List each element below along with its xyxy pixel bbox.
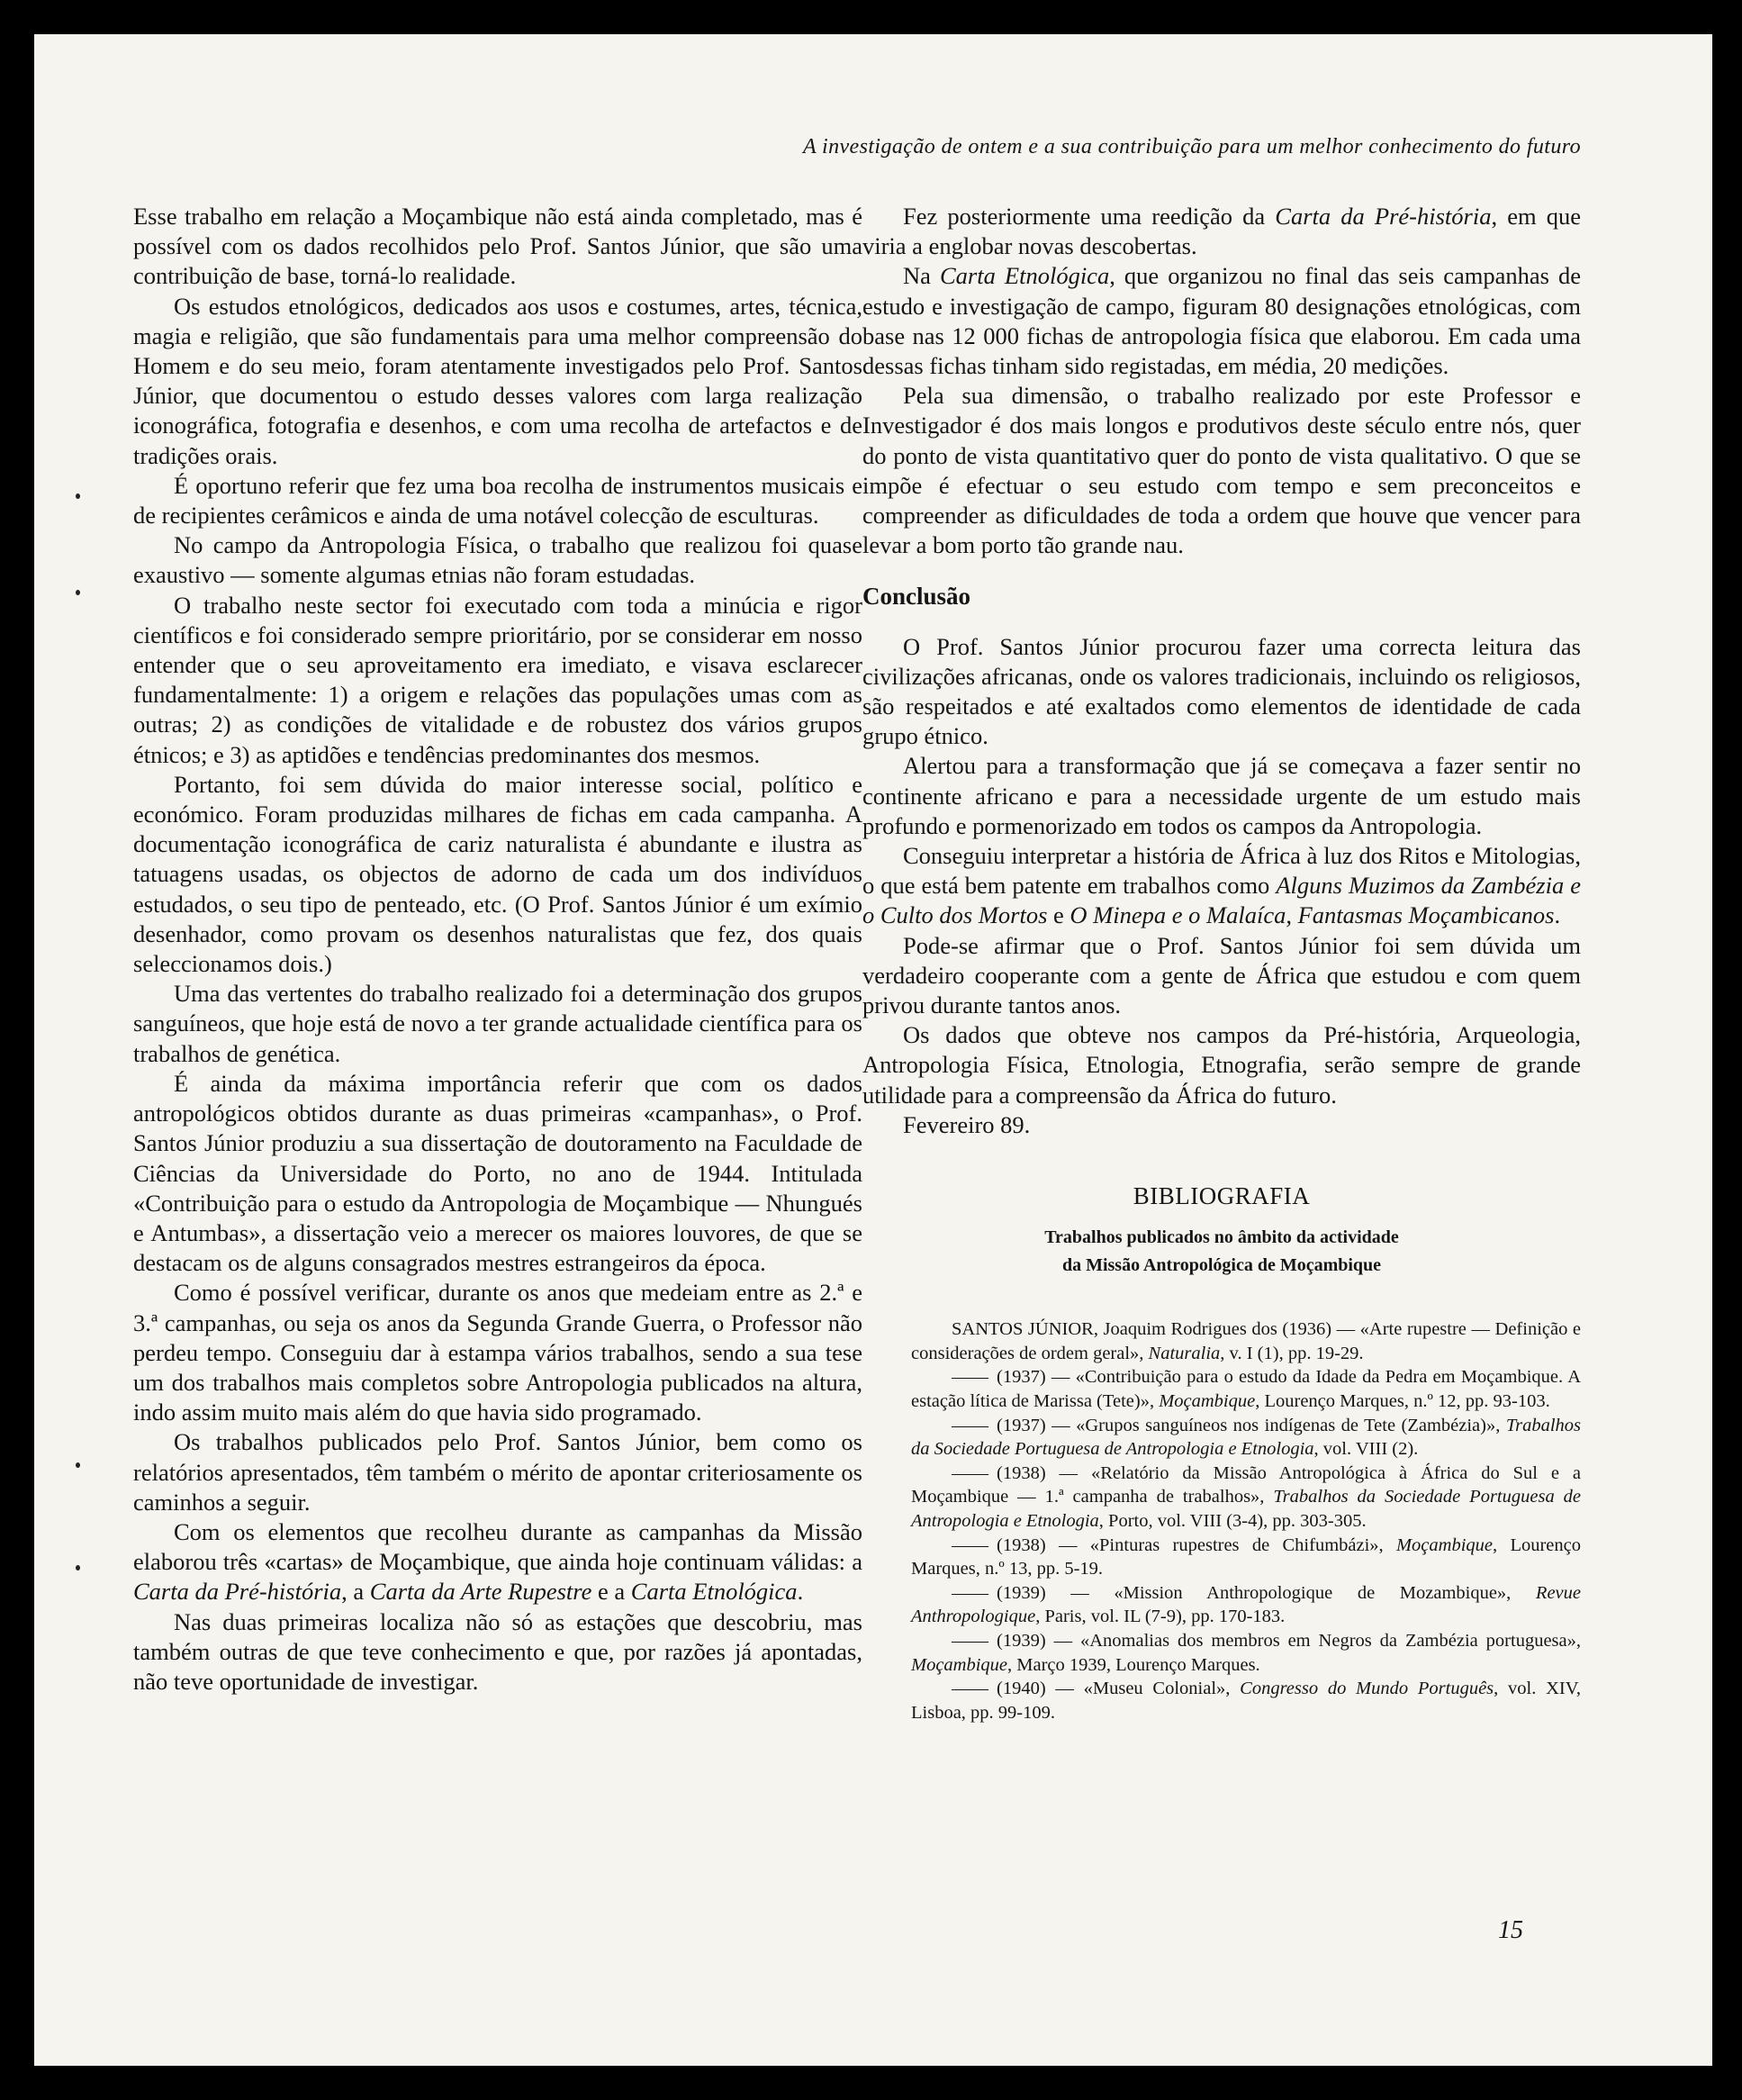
margin-mark <box>76 1565 80 1570</box>
conclusion-heading: Conclusão <box>862 583 971 611</box>
bibliography-entry: —— (1939) — «Mission Anthropologique de Mozambique», Revue Anthropologique, Paris, vol. IL (7-9), pp. 170-183. <box>911 1582 1581 1627</box>
paragraph: Uma das vertentes do trabalho realizado foi a determinação dos grupos sanguíneos, que hoje está de novo a ter grande actualidade científica para os trabalhos de genética. <box>133 980 862 1067</box>
paragraph: É ainda da máxima importância referir que com os dados antropológicos obtidos durante as duas primeiras «campanhas», o Prof. Santos Júnior produziu a sua dissertação de doutoramento na Faculdade de Ciências da Universidade do Porto, no ano de 1944. Intitulada «Contribuição para o estudo da Antropologia de Moçambique — Nhungués e Antumbas», a dissertação veio a merecer os maiores louvores, de que se destacam os de alguns consagrados mestres estrangeiros da época. <box>133 1069 862 1277</box>
bibliography-entry: —— (1937) — «Grupos sanguíneos nos indígenas de Tete (Zambézia)», Trabalhos da Sociedade Portuguesa de Antropologia e Etnologia, vol. VIII (2). <box>911 1415 1581 1460</box>
paragraph: No campo da Antropologia Física, o trabalho que realizou foi quase exaustivo — somente algumas etnias não foram estudadas. <box>133 531 862 589</box>
paragraph-cartas: Com os elementos que recolheu durante as campanhas da Missão elaborou três «cartas» de Moçambique, que ainda hoje continuam válidas: a Carta da Pré-história, a Carta da Arte Rupestre e a Carta Etnológica. <box>133 1517 862 1606</box>
bibliography-title: BIBLIOGRAFIA <box>1133 1182 1311 1210</box>
bibliography-entry: —— (1939) — «Anomalias dos membros em Negros da Zambézia portuguesa», Moçambique, Março 1939, Lourenço Marques. <box>911 1631 1581 1675</box>
paragraph: Fez posteriormente uma reedição da Carta da Pré-história, em que viria a englobar novas descobertas. <box>862 203 1582 260</box>
paragraph: É oportuno referir que fez uma boa recolha de instrumentos musicais e de recipientes cerâmicos e ainda de uma notável colecção de esculturas. <box>133 471 862 530</box>
paragraph: Pode-se afirmar que o Prof. Santos Júnior foi sem dúvida um verdadeiro cooperante com a gente de África que estudou e com quem privou durante tantos anos. <box>862 931 1581 1019</box>
paragraph: Os estudos etnológicos, dedicados aos usos e costumes, artes, técnica, magia e religião, que são fundamentais para uma melhor compreensão do Homem e do seu meio, foram atentamente investigados pelo Prof. Santos Júnior, que documentou o estudo desses valores com larga realização iconográfica, fotografia e desenhos, e com uma recolha de artefactos e de tradições orais. <box>133 292 862 469</box>
margin-mark <box>76 493 80 499</box>
right-column <box>862 202 1581 1724</box>
left-column <box>133 202 862 1697</box>
paragraph: Como é possível verificar, durante os anos que medeiam entre as 2.ª e 3.ª campanhas, ou seja os anos da Segunda Grande Guerra, o Professor não perdeu tempo. Conseguiu dar à estampa vários trabalhos, sendo a sua tese um dos trabalhos mais completos sobre Antropologia publicados na altura, indo assim muito mais além do que havia sido programado. <box>133 1279 862 1426</box>
paragraph: Pela sua dimensão, o trabalho realizado por este Professor e Investigador é dos mais longos e produtivos deste século entre nós, quer do ponto de vista quantitativo quer do ponto de vista qualitativo. O que se impõe é efectuar o seu estudo com tempo e sem preconceitos e compreender as dificuldades de toda a ordem que houve que vencer para levar a bom porto tão grande nau. <box>862 382 1581 559</box>
paragraph: Na Carta Etnológica, que organizou no final das seis campanhas de estudo e investigação de campo, figuram 80 designações etnológicas, com base nas 12 000 fichas de antropologia física que elaborou. Em cada uma dessas fichas tinham sido registadas, em média, 20 medições. <box>862 262 1582 380</box>
margin-mark <box>76 590 80 595</box>
paragraph: Nas duas primeiras localiza não só as estações que descobriu, mas também outras de que teve conhecimento e que, por razões já apontadas, não teve oportunidade de investigar. <box>133 1607 862 1695</box>
bibliography-entry: —— (1938) — «Pinturas rupestres de Chifumbázi», Moçambique, Lourenço Marques, n.º 13, pp. 5-19. <box>911 1534 1581 1580</box>
paragraph: Conseguiu interpretar a história de África à luz dos Ritos e Mitologias, o que está bem patente em trabalhos como Alguns Muzimos da Zambézia e o Culto dos Mortos e O Minepa e o Malaíca, Fantasmas Moçambicanos. <box>862 842 1582 929</box>
bibliography-entry: —— (1937) — «Contribuição para o estudo da Idade da Pedra em Moçambique. A estação lítica de Marissa (Tete)», Moçambique, Lourenço Marques, n.º 12, pp. 93-103. <box>911 1367 1581 1412</box>
paragraph: Alertou para a transformação que já se começava a fazer sentir no continente africano e para a necessidade urgente de um estudo mais profundo e pormenorizado em todos os campos da Antropologia. <box>862 752 1581 839</box>
margin-mark <box>76 1462 80 1468</box>
date-line: Fevereiro 89. <box>903 1110 1031 1138</box>
carta-title: Carta Etnológica <box>630 1578 798 1606</box>
paragraph: Os trabalhos publicados pelo Prof. Santos Júnior, bem como os relatórios apresentados, têm também o mérito de apontar criteriosamente os caminhos a seguir. <box>133 1428 862 1516</box>
paragraph: Portanto, foi sem dúvida do maior interesse social, político e económico. Foram produzidas milhares de fichas em cada campanha. A documentação iconográfica de cariz naturalista é abundante e ilustra as tatuagens usadas, os objectos de adorno de cada um dos indivíduos estudados, o seu tipo de penteado, etc. (O Prof. Santos Júnior é um exímio desenhador, como provam os desenhos naturalistas que fez, dos quais seleccionamos dois.) <box>133 770 862 978</box>
paragraph: O Prof. Santos Júnior procurou fazer uma correcta leitura das civilizações africanas, onde os valores tradicionais, incluindo os religiosos, são respeitados e até exaltados como elementos de identidade de cada grupo étnico. <box>862 632 1581 750</box>
carta-title: Carta da Pré-história <box>133 1578 342 1606</box>
document-page <box>34 34 1712 2066</box>
paragraph: O trabalho neste sector foi executado com toda a minúcia e rigor científicos e foi considerado sempre prioritário, por se considerar em nosso entender que o seu aproveitamento era imediato, e visava esclarecer fundamentalmente: 1) a origem e relações das populações umas com as outras; 2) as condições de vitalidade e de robustez dos vários grupos étnicos; e 3) as aptidões e tendências predominantes dos mesmos. <box>133 591 862 768</box>
bibliography-list <box>862 1317 1581 1724</box>
bibliography-entry: —— (1940) — «Museu Colonial», Congresso do Mundo Português, vol. XIV, Lisboa, pp. 99-109. <box>911 1679 1581 1723</box>
bibliography-entry: —— (1938) — «Relatório da Missão Antropológica à África do Sul e a Moçambique — 1.ª campanha de trabalhos», Trabalhos da Sociedade Portuguesa de Antropologia e Etnologia, Porto, vol. VIII (3-4), pp. 303-305. <box>911 1462 1581 1532</box>
bibliography-subtitle: Trabalhos publicados no âmbito da actividade da Missão Antropológica de Moçambique <box>1044 1227 1399 1276</box>
carta-title: Carta da Arte Rupestre <box>369 1578 592 1606</box>
page-number: 15 <box>1498 1916 1523 1944</box>
bibliography-entry: SANTOS JÚNIOR, Joaquim Rodrigues dos (1936) — «Arte rupestre — Definição e considerações de ordem geral», Naturalia, v. I (1), pp. 19-29. <box>911 1319 1581 1363</box>
running-head: A investigação de ontem e a sua contribuição para um melhor conhecimento do futuro <box>803 135 1581 158</box>
paragraph: Esse trabalho em relação a Moçambique não está ainda completado, mas é possível com os dados recolhidos pelo Prof. Santos Júnior, que são uma contribuição de base, torná-lo realidade. <box>133 203 862 290</box>
paragraph: Os dados que obteve nos campos da Pré-história, Arqueologia, Antropologia Física, Etnologia, Etnografia, serão sempre de grande utilidade para a compreensão da África do futuro. <box>862 1021 1581 1109</box>
